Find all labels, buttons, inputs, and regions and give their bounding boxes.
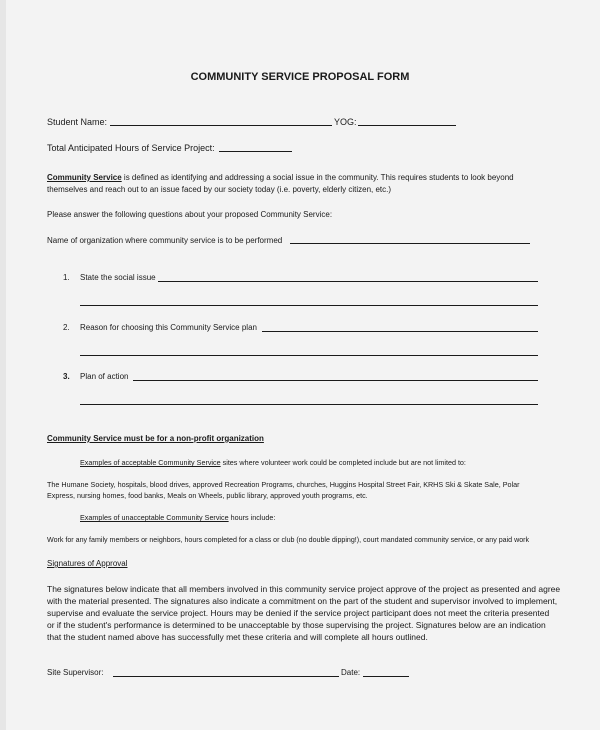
site-supervisor-label: Site Supervisor:: [47, 668, 104, 677]
date-label: Date:: [341, 668, 361, 677]
question-1-number: 1.: [63, 273, 70, 282]
question-3-number: 3.: [63, 372, 70, 381]
acceptable-heading-suffix: sites where volunteer work could be completed include but are not limited to:: [220, 458, 466, 467]
signatures-line-4: or if the student's performance is determined to be unacceptable by those supervising the project. Signatures below are an indication: [47, 620, 546, 630]
definition-line-1: [47, 172, 514, 183]
signatures-line-2: with the material presented. The signatures also indicate a commitment on the part of the student and supervisor involved to implement,: [47, 596, 558, 606]
yog-field[interactable]: [358, 125, 456, 126]
definition-line-2: themselves and reach out to an issue faced by our society today (i.e. poverty, elderly citizen, etc.): [47, 185, 392, 194]
unacceptable-heading-suffix: hours include:: [228, 513, 276, 522]
acceptable-heading-line: [80, 458, 466, 468]
question-3-answer-line-1[interactable]: [133, 380, 538, 381]
site-supervisor-field[interactable]: [113, 676, 339, 677]
student-name-label: Student Name:: [47, 117, 108, 127]
form-title: COMMUNITY SERVICE PROPOSAL FORM: [190, 71, 410, 83]
signatures-line-5: that the student named above has successfully met these criteria and will complete all hours outlined.: [47, 632, 428, 642]
signatures-heading: Signatures of Approval: [47, 559, 128, 568]
question-3-label: Plan of action: [80, 372, 129, 381]
question-3-answer-line-2[interactable]: [80, 404, 538, 405]
definition-text-1: is defined as identifying and addressing a social issue in the community. This requires students to look beyond: [121, 173, 514, 182]
acceptable-list-line-2: Express, nursing homes, food banks, Meals on Wheels, public library, approved youth programs, etc.: [47, 491, 368, 500]
yog-label: YOG:: [334, 117, 357, 127]
question-1-label: State the social issue: [80, 273, 156, 282]
question-1-answer-line-2[interactable]: [80, 305, 538, 306]
hours-field[interactable]: [219, 151, 292, 152]
hours-label: Total Anticipated Hours of Service Project:: [47, 143, 215, 153]
question-2-answer-line-1[interactable]: [262, 331, 538, 332]
organization-label: Name of organization where community service is to be performed: [47, 236, 283, 245]
definition-term: Community Service: [47, 173, 122, 182]
question-1-answer-line-1[interactable]: [158, 281, 538, 282]
signatures-line-3: supervise and evaluate the service project. Hours may be denied if the service project participant does not meet the criteria presented: [47, 608, 550, 618]
student-name-field[interactable]: [110, 125, 332, 126]
date-field[interactable]: [363, 676, 409, 677]
acceptable-list-line-1: The Humane Society, hospitals, blood drives, approved Recreation Programs, churches, Huggins Hospital Street Fair, KRHS Ski & Skate Sale, Polar: [47, 480, 520, 489]
page-edge: [0, 0, 6, 730]
unacceptable-heading: Examples of unacceptable Community Service: [80, 513, 229, 522]
unacceptable-list: Work for any family members or neighbors, hours completed for a class or club (no double dipping!), court mandated community service, or any paid work: [47, 536, 530, 544]
instructions: Please answer the following questions about your proposed Community Service:: [47, 210, 333, 219]
nonprofit-heading: Community Service must be for a non-profit organization: [47, 434, 264, 443]
signatures-line-1: The signatures below indicate that all members involved in this community service project approve of the project as presented and agree: [47, 584, 561, 594]
question-2-answer-line-2[interactable]: [80, 355, 538, 356]
unacceptable-heading-line: [80, 513, 275, 523]
question-2-number: 2.: [63, 323, 70, 332]
organization-field[interactable]: [290, 243, 530, 244]
acceptable-heading: Examples of acceptable Community Service: [80, 458, 221, 467]
question-2-label: Reason for choosing this Community Service plan: [80, 323, 257, 332]
